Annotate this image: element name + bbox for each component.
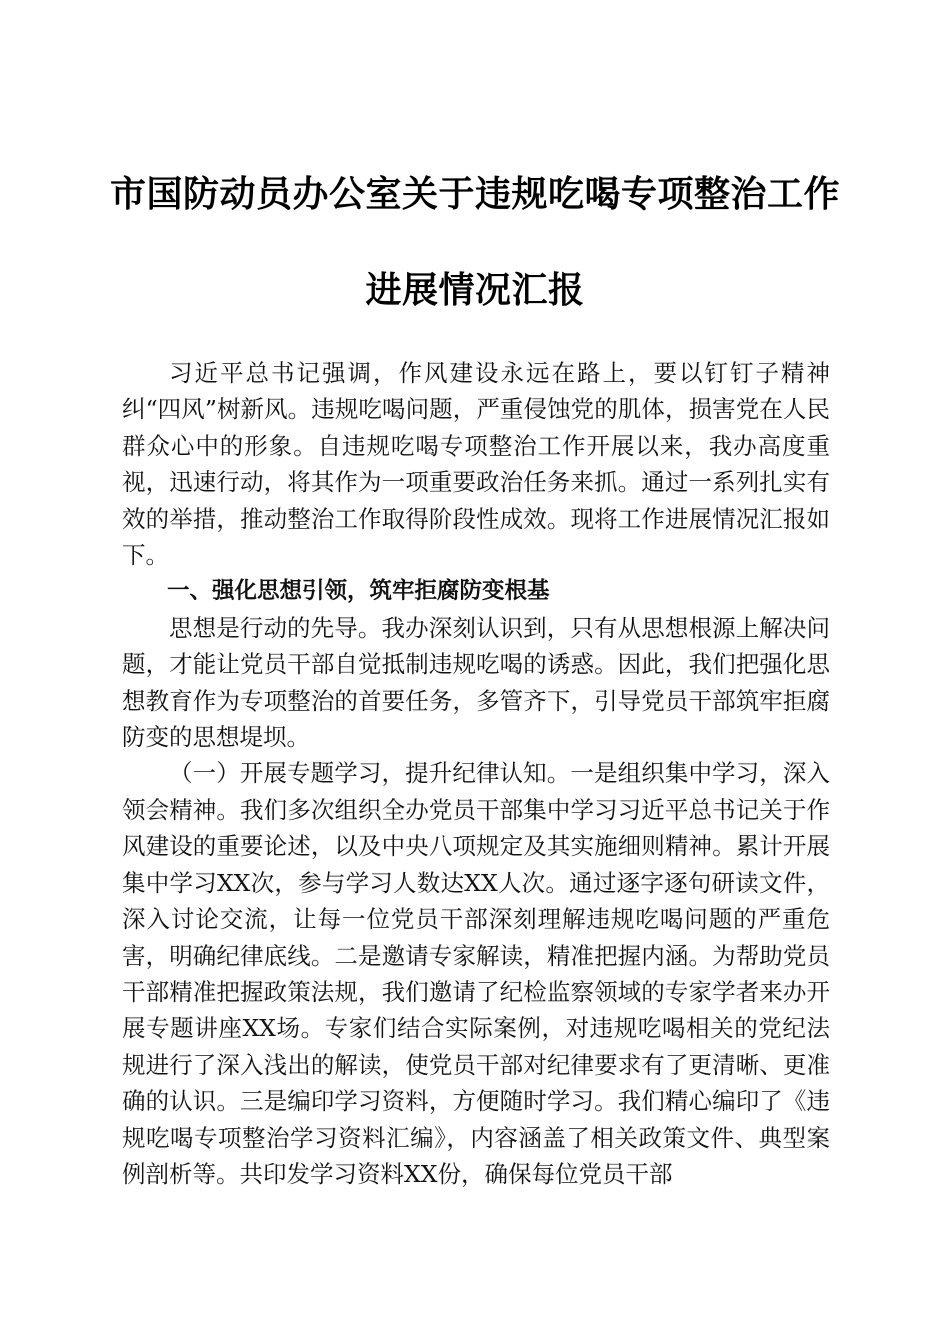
intro-paragraph: 习近平总书记强调，作风建设永远在路上，要以钉钉子精神纠“四风”树新风。违规吃喝问题，严重侵蚀党的肌体，损害党在人民群众心中的形象。自违规吃喝专项整治工作开展以来，我办高度重视，迅速行动，将其作为一项重要政治任务来抓。通过一系列扎实有效的举措，推动整治工作取得阶段性成效。现将工作进展情况汇报如下。	[122, 359, 830, 570]
document-title-line-1: 市国防动员办公室关于违规吃喝专项整治工作	[109, 173, 840, 215]
subsection-1-paragraph: （一）开展专题学习，提升纪律认知。一是组织集中学习，深入领会精神。我们多次组织全办党员干部集中学习习近平总书记关于作风建设的重要论述，以及中央八项规定及其实施细则精神。累计开展集中学习XX次，参与学习人数达XX人次。通过逐字逐句研读文件，深入讨论交流，让每一位党员干部深刻理解违规吃喝问题的严重危害，明确纪律底线。二是邀请专家解读，精准把握内涵。为帮助党员干部精准把握政策法规，我们邀请了纪检监察领域的专家学者来办开展专题讲座XX场。专家们结合实际案例，对违规吃喝相关的党纪法规进行了深入浅出的解读，使党员干部对纪律要求有了更清晰、更准确的认识。三是编印学习资料，方便随时学习。我们精心编印了《违规吃喝专项整治学习资料汇编》，内容涵盖了相关政策文件、典型案例剖析等。共印发学习资料XX份，确保每位党员干部	[122, 759, 830, 1188]
document-title-line-2: 进展情况汇报	[365, 269, 585, 311]
section-1-paragraph: 思想是行动的先导。我办深刻认识到，只有从思想根源上解决问题，才能让党员干部自觉抵制违规吃喝的诱惑。因此，我们把强化思想教育作为专项整治的首要任务，多管齐下，引导党员干部筑牢拒腐防变的思想堤坝。	[122, 613, 830, 752]
document-body	[122, 355, 830, 1192]
section-heading-1: 一、强化思想引领，筑牢拒腐防变根基	[167, 578, 550, 605]
